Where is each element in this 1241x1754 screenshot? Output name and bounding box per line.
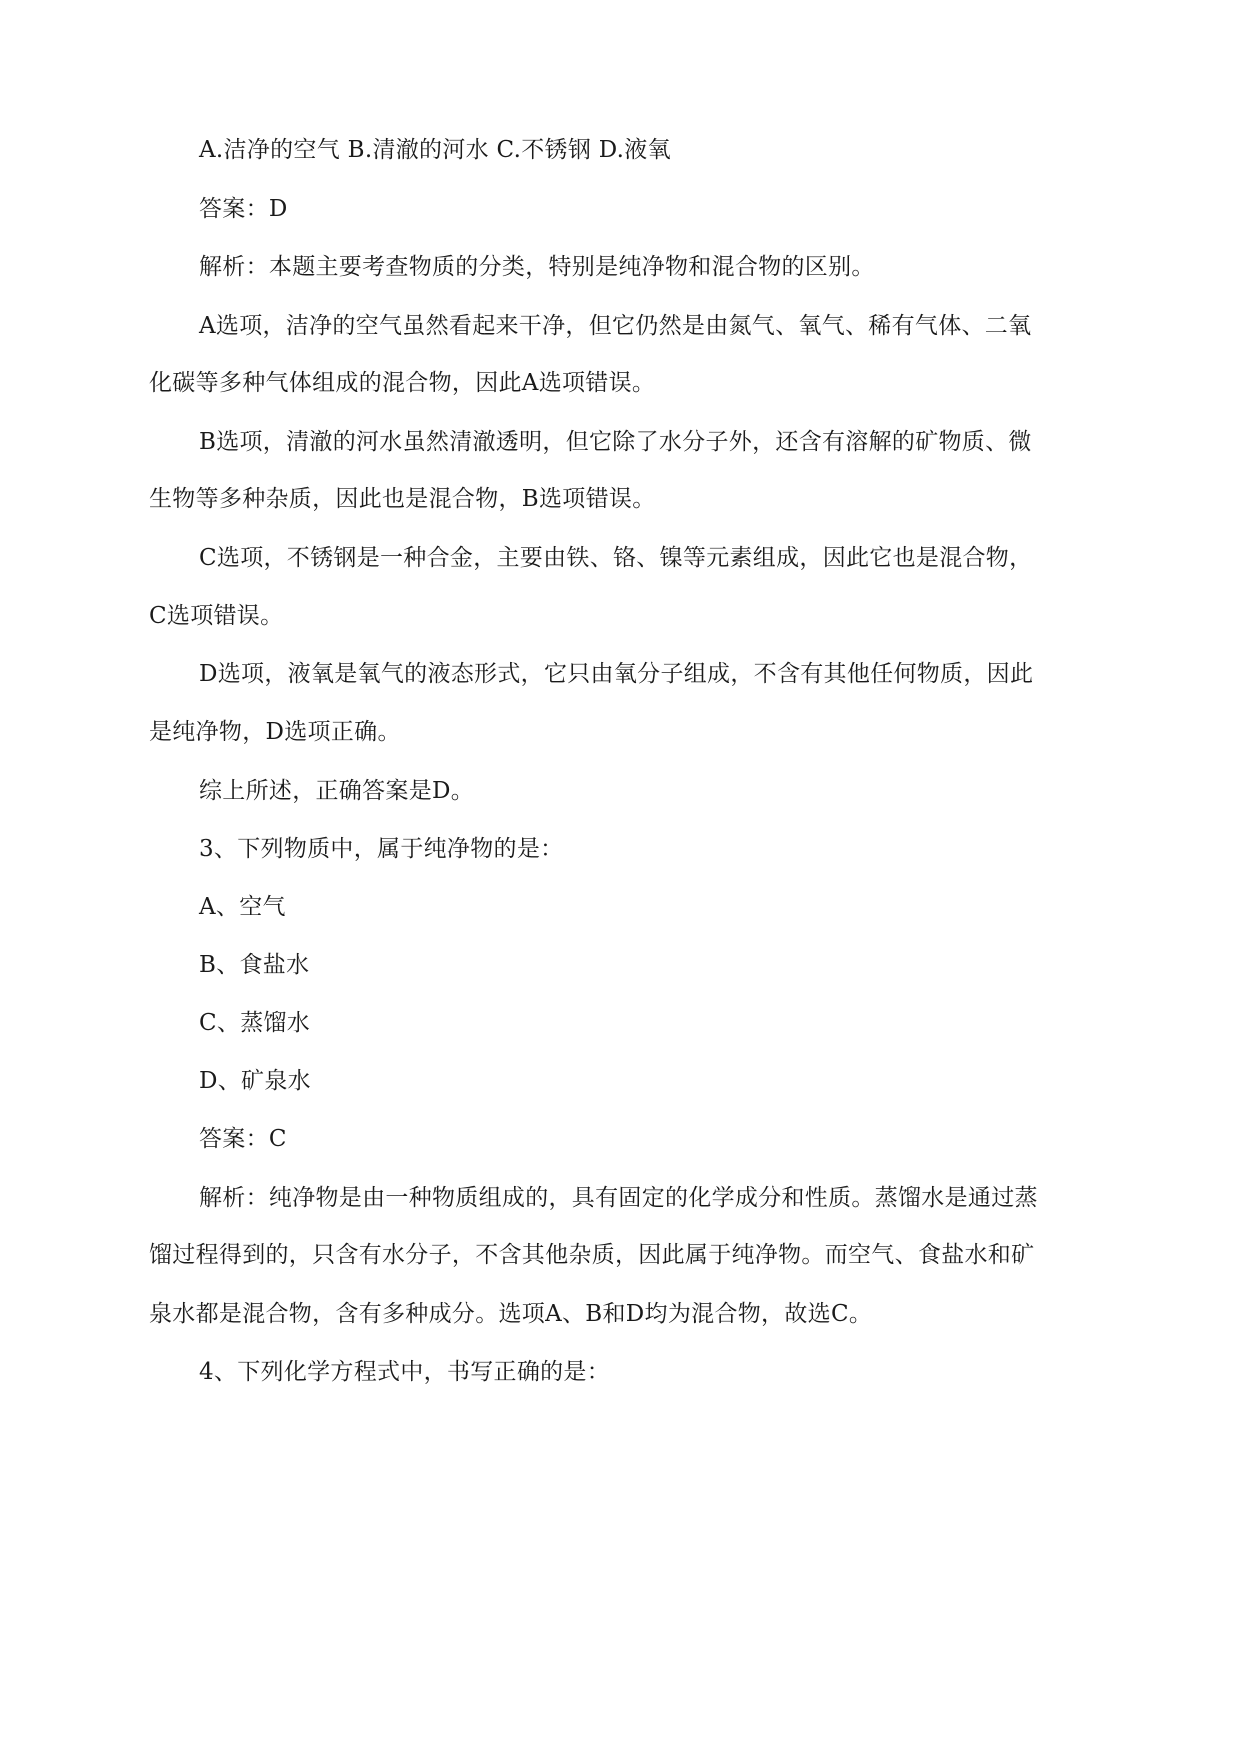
q2-option-d-analysis: D选项，液氧是氧气的液态形式，它只由氧分子组成，不含有其他任何物质，因此 bbox=[199, 661, 1034, 687]
q2-option-b-analysis-cont: 生物等多种杂质，因此也是混合物，B选项错误。 bbox=[149, 486, 656, 512]
q4-stem: 4、下列化学方程式中，书写正确的是： bbox=[199, 1359, 611, 1385]
q3-answer: 答案：C bbox=[199, 1126, 287, 1152]
q2-options-line: A.洁净的空气 B.清澈的河水 C.不锈钢 D.液氧 bbox=[199, 137, 671, 163]
q2-answer: 答案：D bbox=[199, 196, 288, 222]
q2-option-d-analysis-cont: 是纯净物，D选项正确。 bbox=[149, 719, 401, 745]
q2-option-c-analysis: C选项，不锈钢是一种合金，主要由铁、铬、镍等元素组成，因此它也是混合物， bbox=[199, 545, 1033, 571]
q3-explanation-cont-2: 泉水都是混合物，含有多种成分。选项A、B和D均为混合物，故选C。 bbox=[149, 1301, 873, 1327]
q3-option-b: B、食盐水 bbox=[199, 952, 310, 978]
q3-option-a: A、空气 bbox=[199, 894, 286, 920]
q3-stem: 3、下列物质中，属于纯净物的是： bbox=[199, 836, 564, 862]
q3-option-d: D、矿泉水 bbox=[199, 1068, 311, 1094]
q2-conclusion: 综上所述，正确答案是D。 bbox=[199, 778, 475, 804]
q2-option-b-analysis: B选项，清澈的河水虽然清澈透明，但它除了水分子外，还含有溶解的矿物质、微 bbox=[199, 429, 1032, 455]
q2-explanation-intro: 解析：本题主要考查物质的分类，特别是纯净物和混合物的区别。 bbox=[199, 254, 875, 280]
q2-option-c-analysis-cont: C选项错误。 bbox=[149, 603, 284, 629]
q3-explanation-cont-1: 馏过程得到的，只含有水分子，不含其他杂质，因此属于纯净物。而空气、食盐水和矿 bbox=[149, 1242, 1035, 1268]
q2-option-a-analysis-cont: 化碳等多种气体组成的混合物，因此A选项错误。 bbox=[149, 370, 656, 396]
q3-explanation: 解析：纯净物是由一种物质组成的，具有固定的化学成分和性质。蒸馏水是通过蒸 bbox=[199, 1185, 1038, 1211]
q2-option-a-analysis: A选项，洁净的空气虽然看起来干净，但它仍然是由氮气、氧气、稀有气体、二氧 bbox=[199, 313, 1032, 339]
q3-option-c: C、蒸馏水 bbox=[199, 1010, 311, 1036]
